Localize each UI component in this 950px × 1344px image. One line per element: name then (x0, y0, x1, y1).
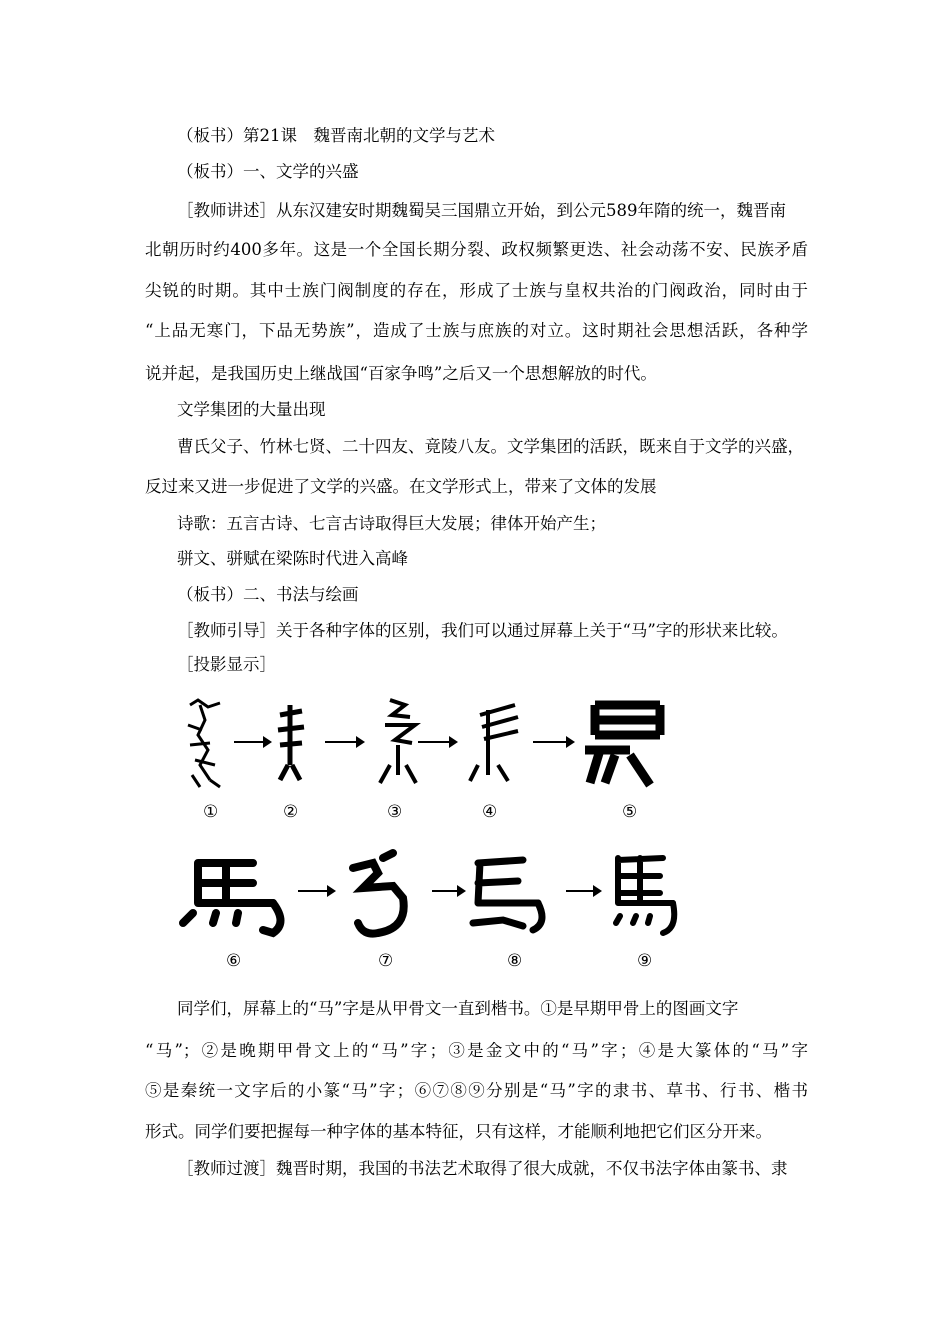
figure-number: ⑤ (622, 802, 638, 822)
arrow-3-4 (418, 741, 456, 743)
running-script-glyph (473, 860, 542, 930)
paragraph-line: ［教师讲述］从东汉建安时期魏蜀吴三国鼎立开始，到公元589年隋的统一，魏晋南 (177, 201, 786, 220)
paragraph-line: 同学们，屏幕上的“马”字是从甲骨文一直到楷书。①是早期甲骨上的图画文字 (177, 999, 739, 1018)
paragraph-line: ［教师引导］关于各种字体的区别，我们可以通过屏幕上关于“马”字的形状来比较。 (177, 621, 788, 640)
clerical-script-glyph (183, 863, 281, 933)
arrow-4-5 (533, 741, 573, 743)
projection-label: ［投影显示］ (177, 655, 276, 674)
paragraph-line: 尖锐的时期。其中士族门阀制度的存在，形成了士族与皇权共治的门阀政治，同时由于 (145, 281, 808, 300)
figure-number: ⑦ (378, 951, 394, 971)
arrow-2-3 (325, 741, 363, 743)
subheading: 文学集团的大量出现 (177, 400, 326, 419)
oracle-pictograph-glyph (188, 700, 220, 787)
figure-number: ③ (387, 802, 403, 822)
late-oracle-glyph (278, 705, 304, 780)
figure-number: ⑨ (637, 951, 653, 971)
paragraph-line: 说并起，是我国历史上继战国“百家争鸣”之后又一个思想解放的时代。 (145, 364, 657, 383)
script-glyphs-row-2 (178, 848, 678, 943)
ancient-glyphs-row-1 (180, 695, 680, 795)
small-seal-glyph (585, 705, 660, 785)
paragraph-line: ⑤是秦统一文字后的小篆“马”字；⑥⑦⑧⑨分别是“马”字的隶书、草书、行书、楷书 (145, 1081, 808, 1100)
board-section-1: （板书）一、文学的兴盛 (177, 162, 359, 181)
regular-script-glyph (616, 858, 674, 933)
paragraph-line: 骈文、骈赋在梁陈时代进入高峰 (177, 549, 408, 568)
arrow-6-7 (298, 890, 334, 892)
arrow-1-2 (234, 741, 270, 743)
cursive-script-glyph (353, 853, 404, 934)
figure-number: ② (283, 802, 299, 822)
great-seal-glyph (470, 705, 518, 781)
arrow-7-8 (432, 890, 464, 892)
paragraph-line: ［教师过渡］魏晋时期，我国的书法艺术取得了很大成就，不仅书法字体由篆书、隶 (177, 1159, 788, 1178)
paragraph-line: 北朝历时约400多年。这是一个全国长期分裂、政权频繁更迭、社会动荡不安、民族矛盾 (145, 240, 808, 259)
paragraph-line: 曹氏父子、竹林七贤、二十四友、竟陵八友。文学集团的活跃，既来自于文学的兴盛， (177, 437, 804, 456)
arrow-8-9 (566, 890, 600, 892)
figure-number: ⑥ (226, 951, 242, 971)
paragraph-line: 反过来又进一步促进了文学的兴盛。在文学形式上，带来了文体的发展 (145, 477, 657, 496)
paragraph-line: “马”；②是晚期甲骨文上的“马”字；③是金文中的“马”字；④是大篆体的“马”字 (145, 1041, 808, 1060)
board-section-2: （板书）二、书法与绘画 (177, 585, 359, 604)
figure-number: ④ (482, 802, 498, 822)
paragraph-line: 形式。同学们要把握每一种字体的基本特征，只有这样，才能顺利地把它们区分开来。 (145, 1122, 772, 1141)
figure-number: ① (203, 802, 219, 822)
board-title: （板书）第21课 魏晋南北朝的文学与艺术 (177, 126, 495, 145)
paragraph-line: 诗歌：五言古诗、七言古诗取得巨大发展；律体开始产生； (177, 514, 606, 533)
bronze-inscription-glyph (380, 700, 416, 783)
paragraph-line: “上品无寒门，下品无势族”，造成了士族与庶族的对立。这时期社会思想活跃，各种学 (145, 321, 808, 340)
figure-number: ⑧ (507, 951, 523, 971)
